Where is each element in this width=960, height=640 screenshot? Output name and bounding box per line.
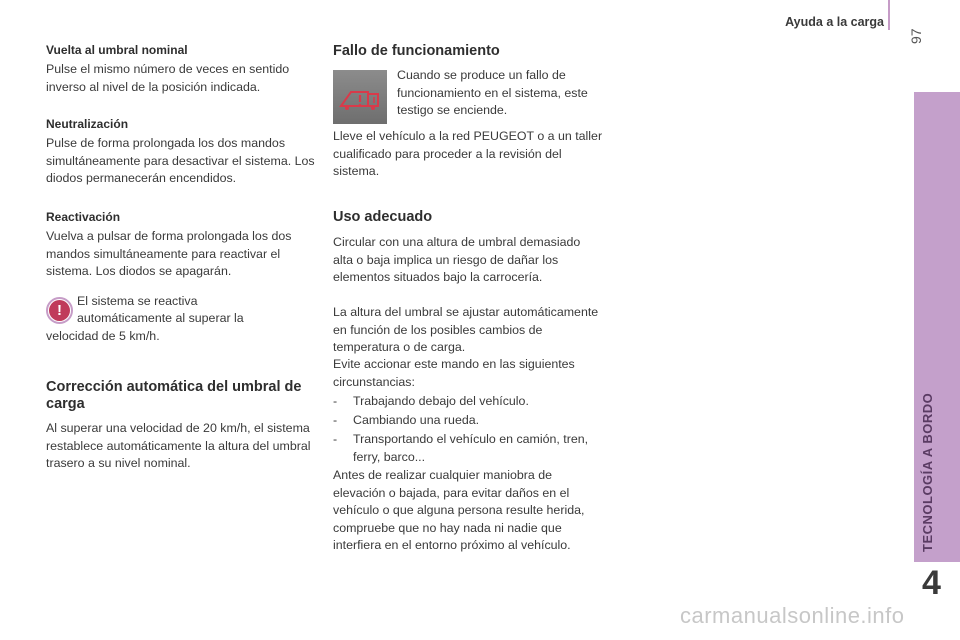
section-title-nominal: Vuelta al umbral nominal (46, 43, 188, 57)
section-title-malfunction: Fallo de funcionamiento (333, 43, 500, 59)
chapter-number: 4 (922, 564, 941, 602)
section-title-reactivation: Reactivación (46, 210, 121, 224)
note-line-3: velocidad de 5 km/h. (46, 329, 160, 343)
section-text-auto-correction: Al superar una velocidad de 20 km/h, el sistema restablece automáticamente la altura del umbral trasero a su nivel nominal. (46, 421, 311, 470)
watermark: carmanualsonline.info (680, 603, 905, 628)
malfunction-lamp-text: Cuando se produce un fallo de funcionamiento en el sistema, este testigo se enciende. (397, 68, 588, 117)
list-bullet: - (333, 394, 338, 408)
proper-use-paragraph-1: Circular con una altura de umbral demasiado alta o baja implica un riesgo de dañar los elementos situados bajo la carrocería. (333, 235, 581, 284)
list-item: Cambiando una rueda. (353, 413, 480, 427)
proper-use-paragraph-3: Evite accionar este mando en las siguientes circunstancias: (333, 357, 575, 389)
warning-icon: ! (46, 297, 73, 324)
running-header: Ayuda a la carga (785, 15, 884, 29)
section-title-auto-correction: Corrección automática del umbral de carga (46, 379, 302, 412)
section-text-reactivation: Vuelva a pulsar de forma prolongada los dos mandos simultáneamente para reactivar el sistema. Los diodos se apagarán. (46, 229, 292, 278)
fault-warning-lamp-icon (333, 70, 387, 124)
section-text-neutralization: Pulse de forma prolongada los dos mandos simultáneamente para desactivar el sistema. Los diodos permanecerán encendidos. (46, 136, 315, 185)
note-line-2: automáticamente al superar la (77, 311, 244, 325)
malfunction-action-text: Lleve el vehículo a la red PEUGEOT o a un taller cualificado para proceder a la revisión del sistema. (333, 129, 603, 178)
note-line-1: El sistema se reactiva (77, 294, 198, 308)
proper-use-paragraph-2: La altura del umbral se ajustar automáticamente en función de los posibles cambios de temperatura o de carga. (333, 305, 599, 354)
header-divider (888, 0, 890, 30)
list-item: Trabajando debajo del vehículo. (353, 394, 529, 408)
section-title-neutralization: Neutralización (46, 117, 129, 131)
list-bullet: - (333, 413, 338, 427)
section-title-proper-use: Uso adecuado (333, 209, 433, 225)
list-bullet: - (333, 432, 338, 446)
section-text-nominal: Pulse el mismo número de veces en sentido inverso al nivel de la posición indicada. (46, 62, 290, 94)
page-number: 97 (908, 28, 924, 44)
proper-use-paragraph-4: Antes de realizar cualquier maniobra de elevación o bajada, para evitar daños en el vehículo o que alguna persona resulte herida, compruebe que no hay nada ni nadie que interfiera en el entorno próximo al vehículo. (333, 468, 585, 552)
list-item: Transportando el vehículo en camión, tren, ferry, barco... (353, 432, 589, 464)
chapter-label: TECNOLOGÍA A BORDO (920, 392, 935, 552)
